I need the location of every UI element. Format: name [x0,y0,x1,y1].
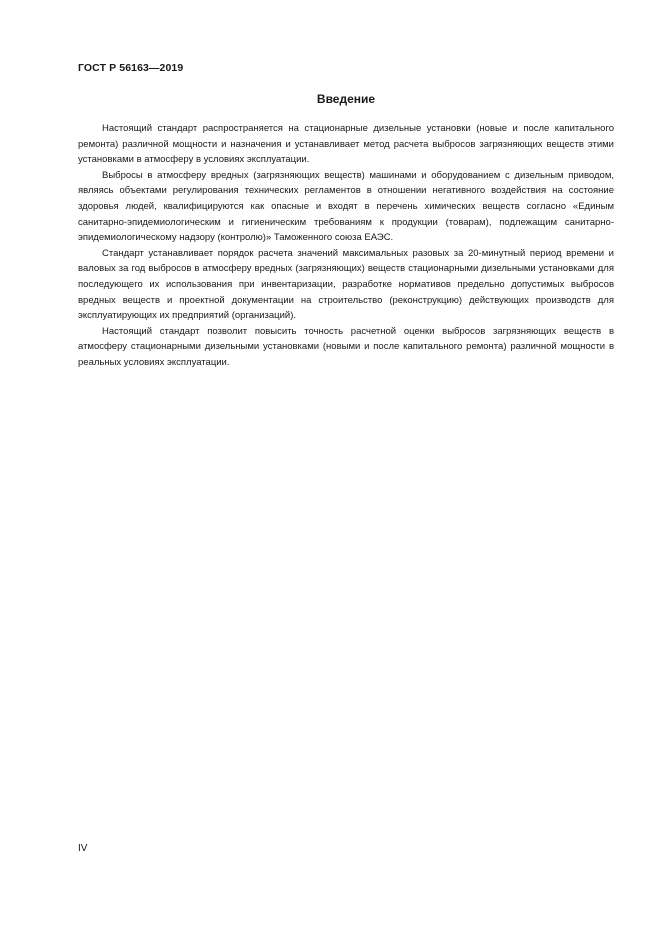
page-number: IV [78,843,88,854]
paragraph: Выбросы в атмосферу вредных (загрязняющих веществ) машинами и оборудованием с дизельным приводом, являясь объектами регулирования технических регламентов в отношении негативного воздействия на состояние здоровья людей, квалифицируются как опасные и входят в перечень химических веществ согласно «Единым санитарно-эпидемиологическим и гигиеническим требованиям к продукции (товарам), подлежащим санитарно-эпидемиологическому надзору (контролю)» Таможенного союза ЕАЭС. [78,169,614,244]
introduction-body [78,121,614,371]
paragraph: Настоящий стандарт распространяется на стационарные дизельные установки (новые и после капитального ремонта) различной мощности и назначения и устанавливает метод расчета выбросов загрязняющих веществ этими установками в атмосферу в условиях эксплуатации. [78,123,614,166]
paragraph: Настоящий стандарт позволит повысить точность расчетной оценки выбросов загрязняющих веществ в атмосферу стационарными дизельными установками (новыми и после капитального ремонта) различной мощности в реальных условиях эксплуатации. [78,325,614,368]
section-title: Введение [316,92,376,106]
standard-code-header: ГОСТ Р 56163—2019 [78,62,184,74]
paragraph: Стандарт устанавливает порядок расчета значений максимальных разовых за 20-минутный период времени и валовых за год выбросов в атмосферу вредных (загрязняющих) веществ стационарными дизельными установками для последующего их использования при инвентаризации, разработке нормативов предельно допустимых выбросов вредных веществ и проектной документации на строительство (реконструкцию) действующих производств для эксплуатирующих их предприятий (организаций). [78,247,614,322]
